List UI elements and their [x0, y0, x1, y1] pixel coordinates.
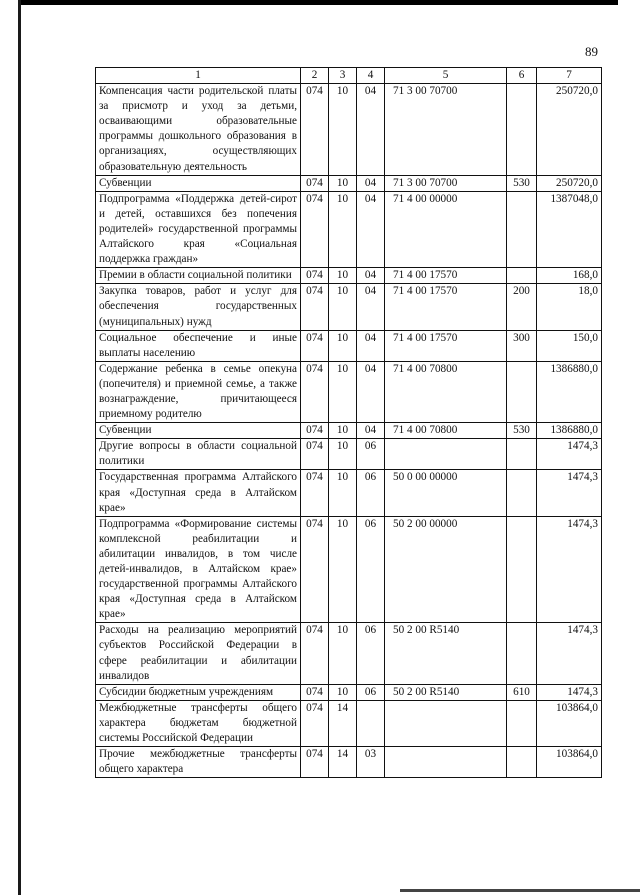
- table-row: [96, 84, 602, 176]
- header-col-6: 6: [507, 68, 537, 84]
- subsection-code: 06: [357, 684, 385, 700]
- ministry-code: 074: [301, 747, 329, 778]
- ministry-code: 074: [301, 623, 329, 684]
- amount: 1386880,0: [537, 361, 602, 422]
- expense-type: [507, 700, 537, 746]
- ministry-code: 074: [301, 439, 329, 470]
- table-row: [96, 284, 602, 330]
- table-row: [96, 175, 602, 191]
- scan-top-edge: [18, 0, 618, 5]
- table-row: [96, 423, 602, 439]
- expense-type: 610: [507, 684, 537, 700]
- amount: 103864,0: [537, 700, 602, 746]
- target-article: 71 4 00 70800: [385, 361, 507, 422]
- row-name: Содержание ребенка в семье опекуна (попечителя) и приемной семье, а также вознаграждение, причитающееся приемному родителю: [96, 361, 301, 422]
- ministry-code: 074: [301, 423, 329, 439]
- section-code: 10: [329, 684, 357, 700]
- target-article: 71 3 00 70700: [385, 84, 507, 176]
- section-code: 10: [329, 284, 357, 330]
- section-code: 14: [329, 700, 357, 746]
- target-article: 50 2 00 R5140: [385, 684, 507, 700]
- amount: 1474,3: [537, 439, 602, 470]
- table-row: [96, 361, 602, 422]
- amount: 1387048,0: [537, 191, 602, 267]
- section-code: 10: [329, 191, 357, 267]
- target-article: 71 4 00 17570: [385, 284, 507, 330]
- amount: 168,0: [537, 268, 602, 284]
- amount: 103864,0: [537, 747, 602, 778]
- scan-bottom-edge: [400, 889, 640, 892]
- amount: 1474,3: [537, 470, 602, 516]
- expense-type: [507, 439, 537, 470]
- row-name: Закупка товаров, работ и услуг для обеспечения государственных (муниципальных) нужд: [96, 284, 301, 330]
- table-row: [96, 330, 602, 361]
- header-col-2: 2: [301, 68, 329, 84]
- target-article: [385, 747, 507, 778]
- amount: 1474,3: [537, 684, 602, 700]
- subsection-code: 06: [357, 439, 385, 470]
- page-number: 89: [585, 44, 598, 59]
- ministry-code: 074: [301, 268, 329, 284]
- row-name: Субсидии бюджетным учреждениям: [96, 684, 301, 700]
- target-article: 71 4 00 00000: [385, 191, 507, 267]
- amount: 1386880,0: [537, 423, 602, 439]
- header-col-5: 5: [385, 68, 507, 84]
- expense-type: [507, 191, 537, 267]
- section-code: 10: [329, 330, 357, 361]
- ministry-code: 074: [301, 191, 329, 267]
- subsection-code: [357, 700, 385, 746]
- subsection-code: 06: [357, 623, 385, 684]
- table-row: [96, 700, 602, 746]
- table-row: [96, 684, 602, 700]
- row-name: Подпрограмма «Поддержка детей-сирот и детей, оставшихся без попечения родителей» государственной программы Алтайского края «Социальная поддержка граждан»: [96, 191, 301, 267]
- target-article: 71 4 00 17570: [385, 268, 507, 284]
- section-code: 10: [329, 361, 357, 422]
- ministry-code: 074: [301, 516, 329, 623]
- expense-type: 530: [507, 423, 537, 439]
- section-code: 10: [329, 423, 357, 439]
- row-name: Другие вопросы в области социальной политики: [96, 439, 301, 470]
- header-col-1: 1: [96, 68, 301, 84]
- row-name: Прочие межбюджетные трансферты общего характера: [96, 747, 301, 778]
- target-article: 71 3 00 70700: [385, 175, 507, 191]
- section-code: 10: [329, 516, 357, 623]
- section-code: 10: [329, 470, 357, 516]
- row-name: Субвенции: [96, 175, 301, 191]
- subsection-code: 06: [357, 516, 385, 623]
- row-name: Социальное обеспечение и иные выплаты населению: [96, 330, 301, 361]
- amount: 250720,0: [537, 84, 602, 176]
- ministry-code: 074: [301, 284, 329, 330]
- row-name: Межбюджетные трансферты общего характера бюджетам бюджетной системы Российской Федерации: [96, 700, 301, 746]
- subsection-code: 04: [357, 268, 385, 284]
- table-row: [96, 747, 602, 778]
- subsection-code: 04: [357, 423, 385, 439]
- ministry-code: 074: [301, 361, 329, 422]
- header-col-7: 7: [537, 68, 602, 84]
- header-col-4: 4: [357, 68, 385, 84]
- section-code: 10: [329, 268, 357, 284]
- target-article: 50 0 00 00000: [385, 470, 507, 516]
- ministry-code: 074: [301, 175, 329, 191]
- subsection-code: 04: [357, 191, 385, 267]
- ministry-code: 074: [301, 700, 329, 746]
- table-row: [96, 470, 602, 516]
- ministry-code: 074: [301, 470, 329, 516]
- target-article: 50 2 00 00000: [385, 516, 507, 623]
- subsection-code: 03: [357, 747, 385, 778]
- row-name: Компенсация части родительской платы за присмотр и уход за детьми, осваивающими образовательные программы дошкольного образования в организациях, осуществляющих образовательную деятельность: [96, 84, 301, 176]
- row-name: Субвенции: [96, 423, 301, 439]
- ministry-code: 074: [301, 684, 329, 700]
- subsection-code: 04: [357, 84, 385, 176]
- table-row: [96, 439, 602, 470]
- row-name: Расходы на реализацию мероприятий субъектов Российской Федерации в сфере реабилитации и абилитации инвалидов: [96, 623, 301, 684]
- expense-type: [507, 516, 537, 623]
- expense-type: [507, 361, 537, 422]
- expense-type: [507, 747, 537, 778]
- scan-left-edge: [18, 0, 21, 895]
- expense-type: 300: [507, 330, 537, 361]
- expense-type: [507, 268, 537, 284]
- table-row: [96, 268, 602, 284]
- table-row: [96, 191, 602, 267]
- expense-type: 530: [507, 175, 537, 191]
- ministry-code: 074: [301, 84, 329, 176]
- budget-table: [95, 67, 602, 778]
- section-code: 14: [329, 747, 357, 778]
- target-article: 71 4 00 70800: [385, 423, 507, 439]
- expense-type: [507, 84, 537, 176]
- table-row: [96, 516, 602, 623]
- subsection-code: 04: [357, 175, 385, 191]
- target-article: [385, 700, 507, 746]
- amount: 250720,0: [537, 175, 602, 191]
- amount: 1474,3: [537, 623, 602, 684]
- expense-type: 200: [507, 284, 537, 330]
- expense-type: [507, 623, 537, 684]
- subsection-code: 04: [357, 361, 385, 422]
- section-code: 10: [329, 623, 357, 684]
- target-article: 50 2 00 R5140: [385, 623, 507, 684]
- subsection-code: 04: [357, 330, 385, 361]
- section-code: 10: [329, 439, 357, 470]
- row-name: Государственная программа Алтайского края «Доступная среда в Алтайском крае»: [96, 470, 301, 516]
- amount: 150,0: [537, 330, 602, 361]
- expense-type: [507, 470, 537, 516]
- row-name: Премии в области социальной политики: [96, 268, 301, 284]
- section-code: 10: [329, 175, 357, 191]
- table-header-row: [96, 68, 602, 84]
- header-col-3: 3: [329, 68, 357, 84]
- subsection-code: 04: [357, 284, 385, 330]
- subsection-code: 06: [357, 470, 385, 516]
- amount: 18,0: [537, 284, 602, 330]
- target-article: 71 4 00 17570: [385, 330, 507, 361]
- amount: 1474,3: [537, 516, 602, 623]
- table-row: [96, 623, 602, 684]
- row-name: Подпрограмма «Формирование системы комплексной реабилитации и абилитации инвалидов, в том числе детей-инвалидов, в Алтайском крае» государственной программы Алтайского края «Доступная среда в Алтайском крае»: [96, 516, 301, 623]
- ministry-code: 074: [301, 330, 329, 361]
- section-code: 10: [329, 84, 357, 176]
- target-article: [385, 439, 507, 470]
